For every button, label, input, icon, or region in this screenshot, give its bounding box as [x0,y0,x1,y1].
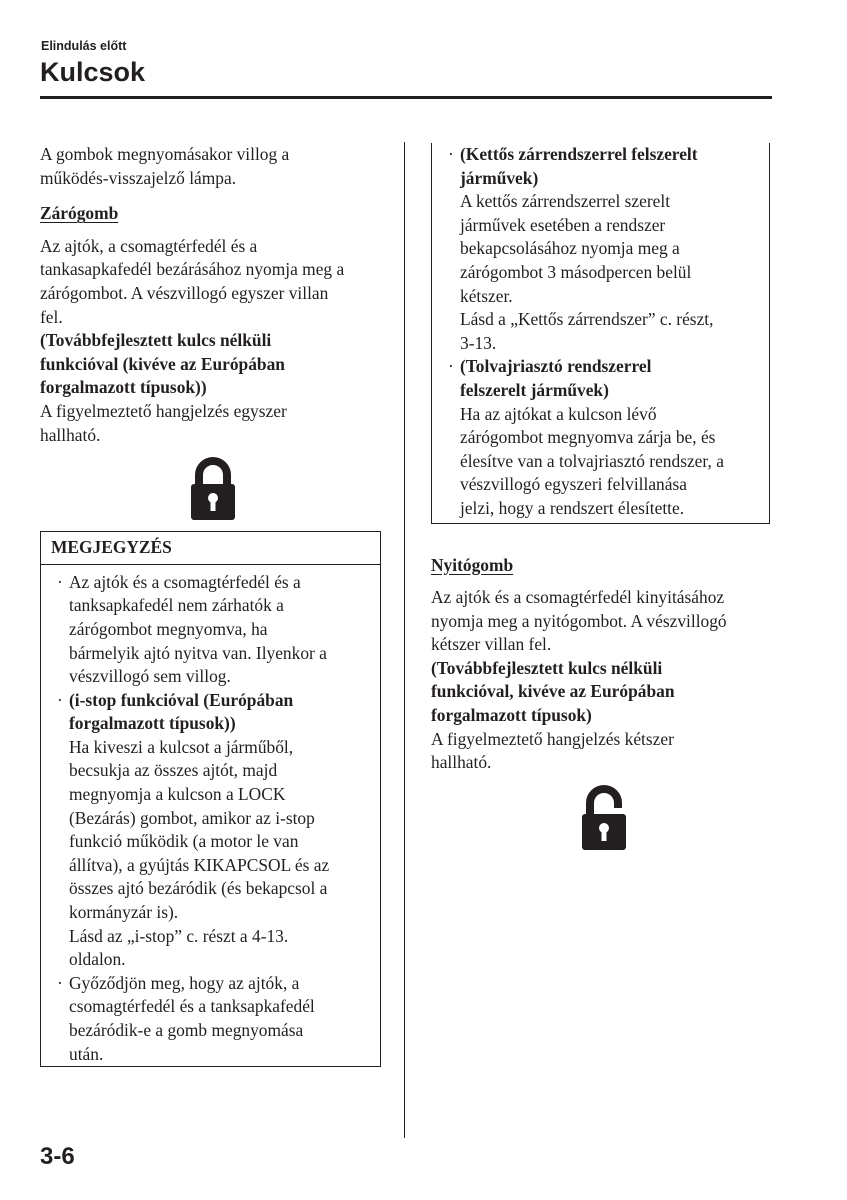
bullet-dot: · [57,571,63,592]
text-line: állítva), a gyújtás KIKAPCSOL és az [69,854,330,875]
section-label: Elindulás előtt [41,39,127,53]
text-line: (Bezárás) gombot, amikor az i-stop [69,807,315,828]
title-rule [40,96,772,99]
note-item [54,972,370,1066]
text-line: nyomja meg a nyitógombot. A vészvillogó [431,610,727,631]
unlock-button-heading: Nyitógomb [431,554,514,575]
text-line-bold: (Továbbfejlesztett kulcs nélküli [431,657,663,678]
note-box [40,531,381,1067]
text-line: Az ajtók és a csomagtérfedél és a [69,571,301,592]
unlock-icon [581,785,627,851]
text-line-bold: (i-stop funkcióval (Európában [69,689,294,710]
bullet-dot: · [57,689,63,710]
text-line: kétszer. [460,285,513,306]
text-line: funkció működik (a motor le van [69,831,299,852]
text-line-bold: felszerelt járművek) [460,379,609,400]
text-line-bold: forgalmazott típusok) [431,705,592,726]
text-line: zárógombot 3 másodpercen belül [460,261,692,282]
text-line: bármelyik ajtó nyitva van. Ilyenkor a [69,642,327,663]
text-line: Az ajtók és a csomagtérfedél kinyitásához [431,587,725,608]
text-line: A kettős zárrendszerrel szerelt [460,191,671,212]
text-line: Lásd a „Kettős zárrendszer” c. részt, [460,309,714,330]
page-title: Kulcsok [40,57,146,87]
note-list [41,565,380,1066]
lock-button-heading: Zárógomb [40,203,119,224]
text-line: megnyomja a kulcson a LOCK [69,784,286,805]
text-line: járművek esetében a rendszer [460,214,666,235]
note-box-continued [431,143,770,524]
page-number: 3-6 [40,1143,75,1170]
bullet-dot: · [448,144,454,164]
text-line: jelzi, hogy a rendszert élesítette. [460,497,685,518]
right-column [431,143,776,851]
text-line: Ha az ajtókat a kulcson lévő [460,403,657,424]
text-line: összes ajtó bezáródik (és bekapcsol a [69,878,328,899]
left-column [40,143,385,1067]
lock-icon [190,457,236,521]
text-line: hallható. [40,424,101,445]
text-line: zárógombot megnyomva, ha [69,618,268,639]
text-line: élesítve van a tolvajriasztó rendszer, a [460,450,724,471]
note-item [445,355,769,520]
text-line: Győződjön meg, hogy az ajtók, a [69,972,300,993]
bullet-dot: · [448,356,454,377]
text-line: vészvillogó egyszeri felvillanása [460,474,687,495]
text-line: kétszer villan fel. [431,634,552,655]
text-line: zárógombot. A vészvillogó egyszer villan [40,282,329,303]
note-item [445,143,769,355]
note-item [54,689,370,972]
text-line: vészvillogó sem villog. [69,666,231,687]
lock-button-text [40,235,385,447]
text-line: Lásd az „i-stop” c. részt a 4-13. [69,925,289,946]
text-line-bold: járművek) [460,167,539,188]
text-line-bold: funkcióval, kivéve az Európában [431,681,675,702]
bullet-dot: · [57,972,63,993]
column-divider [404,142,405,1138]
text-line: hallható. [431,752,492,773]
text-line-bold: forgalmazott típusok)) [40,377,207,398]
text-line-bold: funkcióval (kivéve az Európában [40,353,285,374]
text-line: működés-visszajelző lámpa. [40,167,237,188]
note-item [54,571,370,689]
text-line: A figyelmeztető hangjelzés kétszer [431,728,674,749]
text-line: zárógombot megnyomva zárja be, és [460,427,716,448]
text-line: fel. [40,306,63,327]
intro-text [40,143,385,190]
unlock-button-text [431,586,776,775]
lock-icon-wrap [40,457,385,521]
text-line-bold: (Tolvajriasztó rendszerrel [460,356,652,377]
text-line: csomagtérfedél és a tanksapkafedél [69,996,315,1017]
text-line: tankasapkafedél bezárásához nyomja meg a [40,259,345,280]
unlock-icon-wrap [431,785,776,851]
text-line: bekapcsolásához nyomja meg a [460,238,680,259]
text-line: oldalon. [69,949,126,970]
text-line: Ha kiveszi a kulcsot a járműből, [69,736,294,757]
text-line: tanksapkafedél nem zárhatók a [69,595,284,616]
text-line: A gombok megnyomásakor villog a [40,144,290,164]
note-title: MEGJEGYZÉS [41,532,380,565]
text-line: után. [69,1043,104,1064]
text-line-bold: (Továbbfejlesztett kulcs nélküli [40,330,272,351]
text-line: kormányzár is). [69,902,179,923]
text-line-bold: (Kettős zárrendszerrel felszerelt [460,144,698,164]
text-line: 3-13. [460,332,497,353]
text-line-bold: forgalmazott típusok)) [69,713,236,734]
text-line: Az ajtók, a csomagtérfedél és a [40,235,258,256]
text-line: becsukja az összes ajtót, majd [69,760,278,781]
text-line: A figyelmeztető hangjelzés egyszer [40,400,287,421]
text-line: bezáródik-e a gomb megnyomása [69,1020,304,1040]
